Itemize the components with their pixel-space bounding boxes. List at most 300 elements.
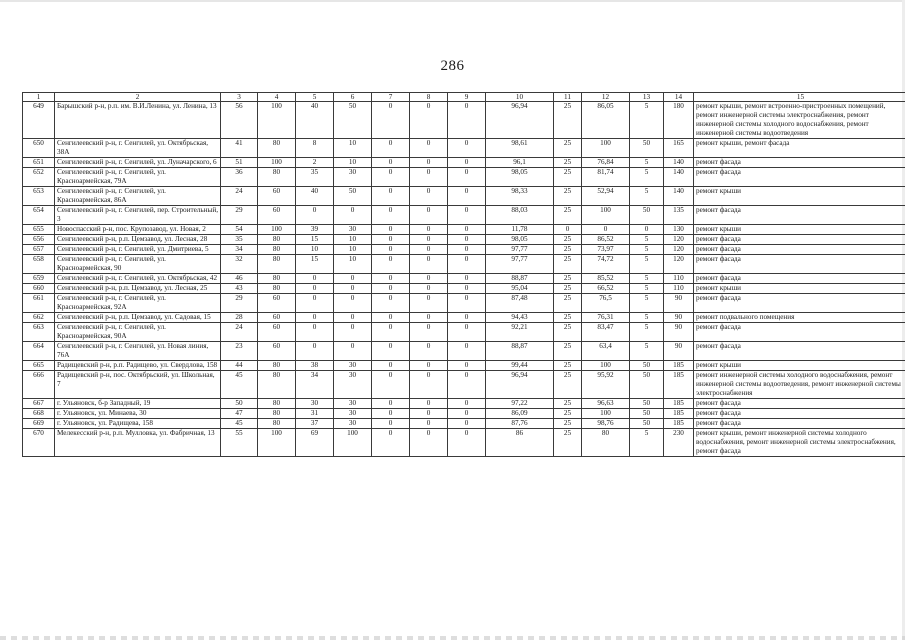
value-col-4: 100 (258, 158, 296, 168)
value-col-10: 98,61 (486, 139, 554, 158)
address: Сенгилеевский р-н, г. Сенгилей, ул. Октябрьская, 42 (55, 274, 221, 284)
value-col-10: 88,87 (486, 274, 554, 284)
address: Мелекесский р-н, р.п. Мулловка, ул. Фабричная, 13 (55, 429, 221, 457)
column-header: 7 (372, 93, 410, 102)
value-col-13: 50 (630, 371, 664, 399)
table-row (23, 187, 905, 206)
total-score: 90 (664, 294, 694, 313)
total-score: 185 (664, 371, 694, 399)
value-col-10: 88,87 (486, 342, 554, 361)
total-score: 185 (664, 361, 694, 371)
value-col-8: 0 (410, 158, 448, 168)
table-row (23, 284, 905, 294)
value-col-9: 0 (448, 102, 486, 139)
value-col-9: 0 (448, 245, 486, 255)
address: Сенгилеевский р-н, г. Сенгилей, пер. Строительный, 3 (55, 206, 221, 225)
value-col-4: 80 (258, 168, 296, 187)
value-col-12: 76,84 (582, 158, 630, 168)
value-col-13: 50 (630, 206, 664, 225)
value-col-8: 0 (410, 206, 448, 225)
table-row (23, 294, 905, 313)
value-col-13: 5 (630, 294, 664, 313)
row-number: 654 (23, 206, 55, 225)
value-col-10: 95,04 (486, 284, 554, 294)
value-col-4: 80 (258, 245, 296, 255)
value-col-8: 0 (410, 255, 448, 274)
repair-works: ремонт крыши (694, 284, 905, 294)
total-score: 140 (664, 187, 694, 206)
value-col-12: 81,74 (582, 168, 630, 187)
row-number: 660 (23, 284, 55, 294)
repair-works: ремонт подвального помещения (694, 313, 905, 323)
column-header: 5 (296, 93, 334, 102)
value-col-6: 0 (334, 323, 372, 342)
row-number: 664 (23, 342, 55, 361)
value-col-3: 35 (221, 235, 258, 245)
value-col-11: 25 (554, 158, 582, 168)
value-col-11: 25 (554, 102, 582, 139)
value-col-9: 0 (448, 323, 486, 342)
value-col-13: 5 (630, 313, 664, 323)
repair-works: ремонт крыши (694, 187, 905, 206)
table-row (23, 245, 905, 255)
value-col-6: 30 (334, 168, 372, 187)
repair-works: ремонт фасада (694, 342, 905, 361)
value-col-4: 80 (258, 284, 296, 294)
value-col-5: 8 (296, 139, 334, 158)
value-col-7: 0 (372, 255, 410, 274)
row-number: 649 (23, 102, 55, 139)
value-col-12: 85,52 (582, 274, 630, 284)
address: Новоспасский р-н, пос. Крупозавод, ул. Новая, 2 (55, 225, 221, 235)
value-col-5: 34 (296, 371, 334, 399)
value-col-9: 0 (448, 342, 486, 361)
value-col-7: 0 (372, 187, 410, 206)
value-col-5: 37 (296, 419, 334, 429)
value-col-13: 5 (630, 158, 664, 168)
value-col-13: 0 (630, 225, 664, 235)
value-col-4: 80 (258, 139, 296, 158)
value-col-10: 86,09 (486, 409, 554, 419)
value-col-11: 25 (554, 235, 582, 245)
value-col-7: 0 (372, 399, 410, 409)
table-row (23, 409, 905, 419)
value-col-6: 100 (334, 429, 372, 457)
value-col-3: 41 (221, 139, 258, 158)
value-col-12: 100 (582, 409, 630, 419)
table-row (23, 429, 905, 457)
value-col-3: 43 (221, 284, 258, 294)
address: г. Ульяновск, ул. Минаева, 30 (55, 409, 221, 419)
value-col-3: 50 (221, 399, 258, 409)
value-col-8: 0 (410, 342, 448, 361)
value-col-9: 0 (448, 294, 486, 313)
row-number: 655 (23, 225, 55, 235)
table-row (23, 323, 905, 342)
value-col-6: 10 (334, 245, 372, 255)
total-score: 110 (664, 284, 694, 294)
row-number: 658 (23, 255, 55, 274)
value-col-5: 35 (296, 168, 334, 187)
table-row (23, 255, 905, 274)
repair-works: ремонт крыши, ремонт фасада (694, 139, 905, 158)
value-col-13: 5 (630, 235, 664, 245)
value-col-10: 97,77 (486, 255, 554, 274)
value-col-8: 0 (410, 274, 448, 284)
address: Сенгилеевский р-н, г. Сенгилей, ул. Луначарского, 6 (55, 158, 221, 168)
repair-works: ремонт фасада (694, 274, 905, 284)
value-col-12: 100 (582, 361, 630, 371)
value-col-6: 0 (334, 284, 372, 294)
value-col-7: 0 (372, 284, 410, 294)
value-col-12: 76,31 (582, 313, 630, 323)
value-col-6: 10 (334, 158, 372, 168)
value-col-3: 45 (221, 419, 258, 429)
value-col-13: 50 (630, 419, 664, 429)
value-col-10: 99,44 (486, 361, 554, 371)
table-row (23, 158, 905, 168)
value-col-7: 0 (372, 235, 410, 245)
value-col-8: 0 (410, 371, 448, 399)
total-score: 110 (664, 274, 694, 284)
value-col-11: 25 (554, 255, 582, 274)
value-col-11: 25 (554, 399, 582, 409)
value-col-10: 86 (486, 429, 554, 457)
value-col-8: 0 (410, 284, 448, 294)
value-col-9: 0 (448, 361, 486, 371)
value-col-7: 0 (372, 102, 410, 139)
value-col-4: 60 (258, 187, 296, 206)
value-col-11: 0 (554, 225, 582, 235)
value-col-7: 0 (372, 371, 410, 399)
column-header: 14 (664, 93, 694, 102)
table-row (23, 168, 905, 187)
row-number: 652 (23, 168, 55, 187)
value-col-13: 50 (630, 399, 664, 409)
value-col-5: 31 (296, 409, 334, 419)
value-col-8: 0 (410, 225, 448, 235)
value-col-3: 55 (221, 429, 258, 457)
value-col-13: 50 (630, 409, 664, 419)
column-header: 10 (486, 93, 554, 102)
value-col-5: 40 (296, 187, 334, 206)
value-col-12: 0 (582, 225, 630, 235)
value-col-11: 25 (554, 409, 582, 419)
value-col-5: 30 (296, 399, 334, 409)
address: г. Ульяновск, ул. Радищева, 158 (55, 419, 221, 429)
table-row (23, 399, 905, 409)
row-number: 670 (23, 429, 55, 457)
value-col-9: 0 (448, 235, 486, 245)
value-col-8: 0 (410, 294, 448, 313)
value-col-10: 96,1 (486, 158, 554, 168)
value-col-5: 0 (296, 274, 334, 284)
row-number: 650 (23, 139, 55, 158)
value-col-6: 10 (334, 235, 372, 245)
value-col-13: 5 (630, 429, 664, 457)
repair-works: ремонт фасада (694, 206, 905, 225)
repair-works: ремонт фасада (694, 158, 905, 168)
table-row (23, 419, 905, 429)
value-col-6: 30 (334, 409, 372, 419)
value-col-13: 50 (630, 139, 664, 158)
table-row (23, 313, 905, 323)
value-col-11: 25 (554, 206, 582, 225)
total-score: 90 (664, 313, 694, 323)
value-col-5: 69 (296, 429, 334, 457)
value-col-7: 0 (372, 361, 410, 371)
value-col-13: 5 (630, 168, 664, 187)
value-col-11: 25 (554, 342, 582, 361)
value-col-6: 30 (334, 361, 372, 371)
value-col-10: 88,03 (486, 206, 554, 225)
row-number: 669 (23, 419, 55, 429)
address: Радищевский р-н, р.п. Радищево, ул. Свердлова, 158 (55, 361, 221, 371)
value-col-3: 46 (221, 274, 258, 284)
value-col-11: 25 (554, 139, 582, 158)
value-col-13: 5 (630, 323, 664, 342)
value-col-13: 5 (630, 187, 664, 206)
value-col-7: 0 (372, 313, 410, 323)
address: Сенгилеевский р-н, г. Сенгилей, ул. Красноармейская, 79А (55, 168, 221, 187)
value-col-5: 2 (296, 158, 334, 168)
value-col-11: 25 (554, 294, 582, 313)
value-col-4: 60 (258, 206, 296, 225)
table-row (23, 102, 905, 139)
value-col-10: 94,43 (486, 313, 554, 323)
repair-works: ремонт фасада (694, 409, 905, 419)
column-header: 12 (582, 93, 630, 102)
value-col-5: 0 (296, 206, 334, 225)
repair-works: ремонт фасада (694, 323, 905, 342)
value-col-10: 87,76 (486, 419, 554, 429)
table-row (23, 371, 905, 399)
total-score: 120 (664, 255, 694, 274)
total-score: 140 (664, 158, 694, 168)
value-col-12: 95,92 (582, 371, 630, 399)
value-col-8: 0 (410, 361, 448, 371)
value-col-3: 56 (221, 102, 258, 139)
value-col-3: 24 (221, 323, 258, 342)
value-col-11: 25 (554, 371, 582, 399)
scan-edge-bottom (0, 636, 905, 640)
repair-works: ремонт крыши, ремонт встроенно-пристроенных помещений, ремонт инженерной системы электроснабжения, ремонт инженерной системы холодного водоснабжения, ремонт инженерной системы водоотведения (694, 102, 905, 139)
repair-works: ремонт инженерной системы холодного водоснабжения, ремонт инженерной системы водоотведения, ремонт инженерной системы электроснабжения (694, 371, 905, 399)
value-col-12: 98,76 (582, 419, 630, 429)
column-header: 11 (554, 93, 582, 102)
total-score: 230 (664, 429, 694, 457)
value-col-10: 97,22 (486, 399, 554, 409)
value-col-9: 0 (448, 225, 486, 235)
value-col-11: 25 (554, 313, 582, 323)
total-score: 130 (664, 225, 694, 235)
total-score: 90 (664, 342, 694, 361)
value-col-3: 54 (221, 225, 258, 235)
value-col-9: 0 (448, 139, 486, 158)
value-col-5: 15 (296, 255, 334, 274)
value-col-11: 25 (554, 274, 582, 284)
value-col-9: 0 (448, 187, 486, 206)
value-col-7: 0 (372, 225, 410, 235)
value-col-12: 100 (582, 206, 630, 225)
value-col-5: 40 (296, 102, 334, 139)
value-col-13: 5 (630, 245, 664, 255)
row-number: 653 (23, 187, 55, 206)
value-col-13: 5 (630, 342, 664, 361)
value-col-5: 0 (296, 323, 334, 342)
table-header-row (23, 93, 905, 102)
address: Радищевский р-н, пос. Октябрьский, ул. Школьная, 7 (55, 371, 221, 399)
value-col-13: 5 (630, 274, 664, 284)
value-col-13: 50 (630, 361, 664, 371)
value-col-12: 66,52 (582, 284, 630, 294)
total-score: 90 (664, 323, 694, 342)
value-col-8: 0 (410, 313, 448, 323)
value-col-10: 96,94 (486, 371, 554, 399)
value-col-8: 0 (410, 323, 448, 342)
column-header: 15 (694, 93, 905, 102)
value-col-3: 23 (221, 342, 258, 361)
value-col-9: 0 (448, 409, 486, 419)
value-col-3: 47 (221, 409, 258, 419)
repair-works: ремонт фасада (694, 235, 905, 245)
row-number: 665 (23, 361, 55, 371)
row-number: 668 (23, 409, 55, 419)
value-col-9: 0 (448, 206, 486, 225)
row-number: 667 (23, 399, 55, 409)
value-col-12: 63,4 (582, 342, 630, 361)
value-col-5: 15 (296, 235, 334, 245)
value-col-6: 10 (334, 139, 372, 158)
row-number: 662 (23, 313, 55, 323)
scan-edge-top (0, 0, 905, 2)
value-col-12: 86,05 (582, 102, 630, 139)
column-header: 4 (258, 93, 296, 102)
repair-works: ремонт крыши (694, 361, 905, 371)
column-header: 2 (55, 93, 221, 102)
address: Сенгилеевский р-н, р.п. Цемзавод, ул. Лесная, 28 (55, 235, 221, 245)
value-col-4: 60 (258, 342, 296, 361)
value-col-4: 60 (258, 323, 296, 342)
table-row (23, 342, 905, 361)
value-col-5: 38 (296, 361, 334, 371)
housing-repair-table (22, 92, 905, 457)
value-col-6: 10 (334, 255, 372, 274)
address: Сенгилеевский р-н, г. Сенгилей, ул. Красноармейская, 86А (55, 187, 221, 206)
value-col-6: 30 (334, 371, 372, 399)
value-col-3: 34 (221, 245, 258, 255)
value-col-10: 96,94 (486, 102, 554, 139)
value-col-7: 0 (372, 342, 410, 361)
value-col-12: 52,94 (582, 187, 630, 206)
row-number: 651 (23, 158, 55, 168)
value-col-12: 73,97 (582, 245, 630, 255)
value-col-12: 80 (582, 429, 630, 457)
total-score: 185 (664, 399, 694, 409)
value-col-4: 80 (258, 419, 296, 429)
value-col-11: 25 (554, 168, 582, 187)
value-col-6: 0 (334, 206, 372, 225)
value-col-9: 0 (448, 168, 486, 187)
table-row (23, 274, 905, 284)
value-col-8: 0 (410, 102, 448, 139)
value-col-3: 29 (221, 206, 258, 225)
value-col-9: 0 (448, 255, 486, 274)
value-col-10: 98,05 (486, 235, 554, 245)
value-col-12: 76,5 (582, 294, 630, 313)
address: Сенгилеевский р-н, г. Сенгилей, ул. Красноармейская, 90А (55, 323, 221, 342)
value-col-3: 44 (221, 361, 258, 371)
column-header: 3 (221, 93, 258, 102)
repair-works: ремонт фасада (694, 294, 905, 313)
total-score: 120 (664, 235, 694, 245)
value-col-3: 29 (221, 294, 258, 313)
value-col-10: 98,05 (486, 168, 554, 187)
value-col-13: 5 (630, 102, 664, 139)
value-col-4: 80 (258, 409, 296, 419)
value-col-6: 0 (334, 313, 372, 323)
value-col-8: 0 (410, 187, 448, 206)
value-col-3: 24 (221, 187, 258, 206)
column-header: 13 (630, 93, 664, 102)
row-number: 657 (23, 245, 55, 255)
value-col-6: 0 (334, 274, 372, 284)
value-col-9: 0 (448, 284, 486, 294)
total-score: 140 (664, 168, 694, 187)
address: Сенгилеевский р-н, р.п. Цемзавод, ул. Лесная, 25 (55, 284, 221, 294)
value-col-6: 50 (334, 102, 372, 139)
total-score: 135 (664, 206, 694, 225)
value-col-9: 0 (448, 371, 486, 399)
value-col-11: 25 (554, 323, 582, 342)
value-col-12: 96,63 (582, 399, 630, 409)
value-col-5: 10 (296, 245, 334, 255)
repair-works: ремонт фасада (694, 168, 905, 187)
value-col-11: 25 (554, 245, 582, 255)
total-score: 165 (664, 139, 694, 158)
address: Барышский р-н, р.п. им. В.И.Ленина, ул. Ленина, 13 (55, 102, 221, 139)
value-col-7: 0 (372, 139, 410, 158)
value-col-3: 45 (221, 371, 258, 399)
repair-works: ремонт крыши (694, 225, 905, 235)
value-col-8: 0 (410, 168, 448, 187)
value-col-11: 25 (554, 419, 582, 429)
value-col-10: 98,33 (486, 187, 554, 206)
value-col-4: 100 (258, 429, 296, 457)
value-col-12: 100 (582, 139, 630, 158)
value-col-11: 25 (554, 429, 582, 457)
value-col-8: 0 (410, 419, 448, 429)
value-col-3: 51 (221, 158, 258, 168)
value-col-10: 97,77 (486, 245, 554, 255)
value-col-13: 5 (630, 284, 664, 294)
value-col-8: 0 (410, 245, 448, 255)
value-col-10: 92,21 (486, 323, 554, 342)
address: Сенгилеевский р-н, г. Сенгилей, ул. Красноармейская, 92А (55, 294, 221, 313)
value-col-9: 0 (448, 158, 486, 168)
value-col-12: 83,47 (582, 323, 630, 342)
row-number: 663 (23, 323, 55, 342)
value-col-7: 0 (372, 158, 410, 168)
value-col-8: 0 (410, 139, 448, 158)
value-col-7: 0 (372, 409, 410, 419)
value-col-11: 25 (554, 187, 582, 206)
value-col-8: 0 (410, 429, 448, 457)
value-col-11: 25 (554, 284, 582, 294)
value-col-8: 0 (410, 235, 448, 245)
value-col-8: 0 (410, 409, 448, 419)
address: Сенгилеевский р-н, г. Сенгилей, ул. Красноармейская, 90 (55, 255, 221, 274)
